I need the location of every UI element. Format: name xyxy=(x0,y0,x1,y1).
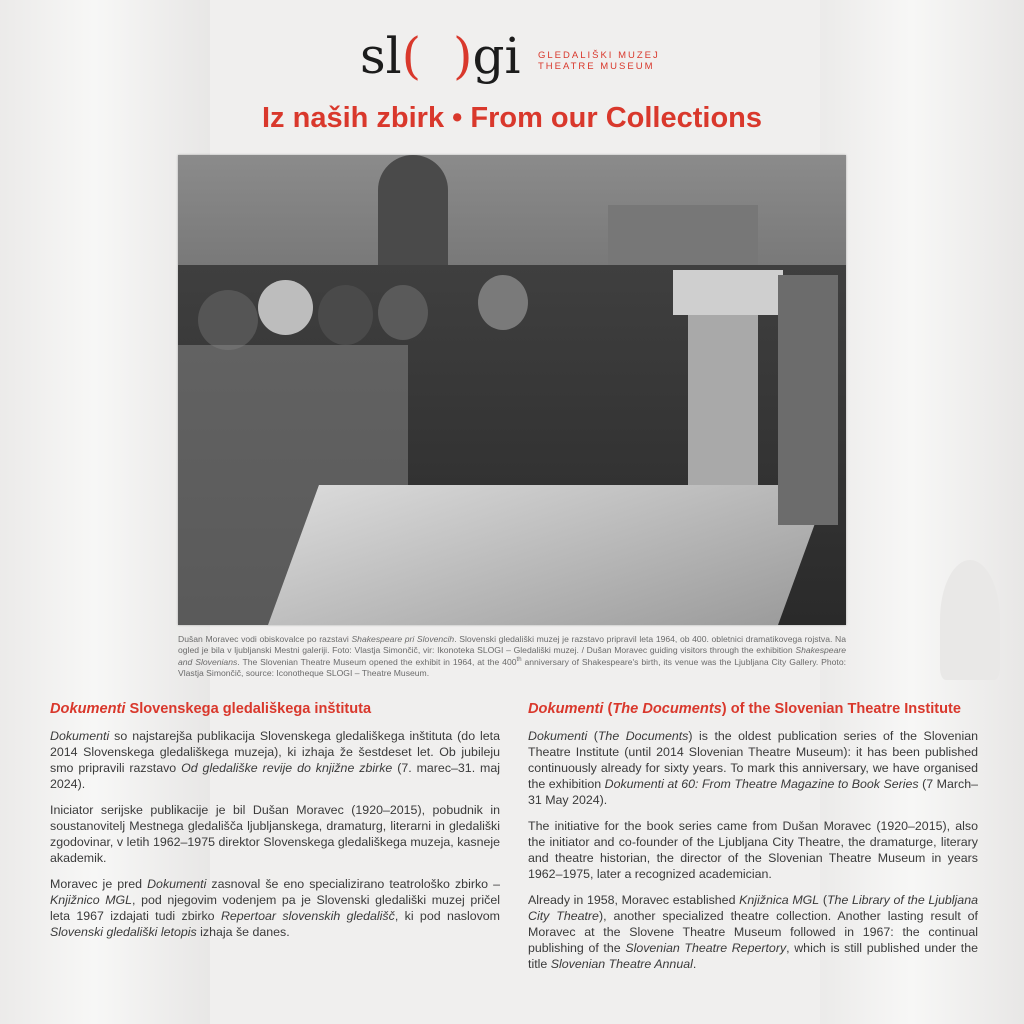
logo-tagline: GLEDALIŠKI MUZEJ THEATRE MUSEUM xyxy=(538,50,660,72)
article-heading: Dokumenti (The Documents) of the Slovenian Theatre Institute xyxy=(528,701,961,717)
display-pedestal xyxy=(688,315,758,485)
article-english xyxy=(528,700,978,982)
paragraph: Already in 1958, Moravec established Knjižnica MGL (The Library of the Ljubljana City Theatre), another specialized theatre collection. Another lasting result of Moravec at the Slovene Theatre Museum followed in 1967: the continual publishing of the Slovenian Theatre Repertory, which is still published under the title Slovenian Theatre Annual. xyxy=(528,893,979,971)
paragraph: Moravec je pred Dokumenti zasnoval še eno specializirano teatrološko zbirko – Knjižnico MGL, pod njegovim vodenjem pa je Slovenski gledališki muzej pričel leta 1967 izdajati tudi zbirko Repertoar slovenskih gledališč, ki pod naslovom Slovenski gledališki letopis izhaja še danes. xyxy=(50,877,500,939)
header xyxy=(0,18,1024,88)
slogi-logo xyxy=(360,28,680,88)
display-model xyxy=(673,270,783,315)
paragraph: Iniciator serijske publikacije je bil Dušan Moravec (1920–2015), pobudnik in soustanovitelj Mestnega gledališča ljubljanskega, dramaturg, literarni in gledališki zgodovinar, v letih 1962–1975 direktor Slovenskega gledališkega muzeja, kasneje akademik. xyxy=(50,803,500,865)
article-heading: Dokumenti Slovenskega gledališkega inštituta xyxy=(50,701,372,717)
page-title: Iz naših zbirk • From our Collections xyxy=(262,102,762,134)
photo-caption: Dušan Moravec vodi obiskovalce po razstavi Shakespeare pri Slovencih. Slovenski gledališki muzej je razstavo pripravil leta 1964, ob 400. obletnici dramatikovega rojstva. Na ogled je bila v ljubljanski Mestni galeriji. Foto: Vlastja Simončič, vir: Ikonoteka SLOGI – Gledališki muzej. / Dušan Moravec guiding visitors through the exhibition Shakespeare and Slovenians. The Slovenian Theatre Museum opened the exhibit in 1964, at the 400th anniversary of Shakespeare's birth, its venue was the Ljubljana City Gallery. Photo: Vlastja Simončič, source: Iconotheque SLOGI – Theatre Museum. xyxy=(178,634,846,678)
logo-wordmark: sl( )gi xyxy=(360,27,521,85)
paragraph: Dokumenti (The Documents) is the oldest publication series of the Slovenian Theatre Institute (until 2014 Slovenian Theatre Museum): it has been published continuously already for sixty years. To mark this anniversary, we have organised the exhibition Dokumenti at 60: From Theatre Magazine to Book Series (7 March–31 May 2024). xyxy=(528,729,979,807)
background-bust xyxy=(940,560,1000,680)
archival-photo xyxy=(178,155,846,625)
display-case xyxy=(268,485,829,625)
article-slovenian xyxy=(50,700,500,950)
paragraph: The initiative for the book series came from Dušan Moravec (1920–2015), also the initiator and co-founder of the Ljubljana City Theatre, the dramaturge, literary and theatre historian, the director of the Slovenian Theatre Museum in years 1962–1975, later a recognized academician. xyxy=(528,819,978,881)
paragraph: Dokumenti so najstarejša publikacija Slovenskega gledališkega inštituta (do leta 2014 Slovenskega gledališkega muzeja), ki izhaja že šestdeset let. Ob jubileju smo pripravili razstavo Od gledališke revije do knjižne zbirke (7. marec–31. maj 2024). xyxy=(50,729,501,791)
